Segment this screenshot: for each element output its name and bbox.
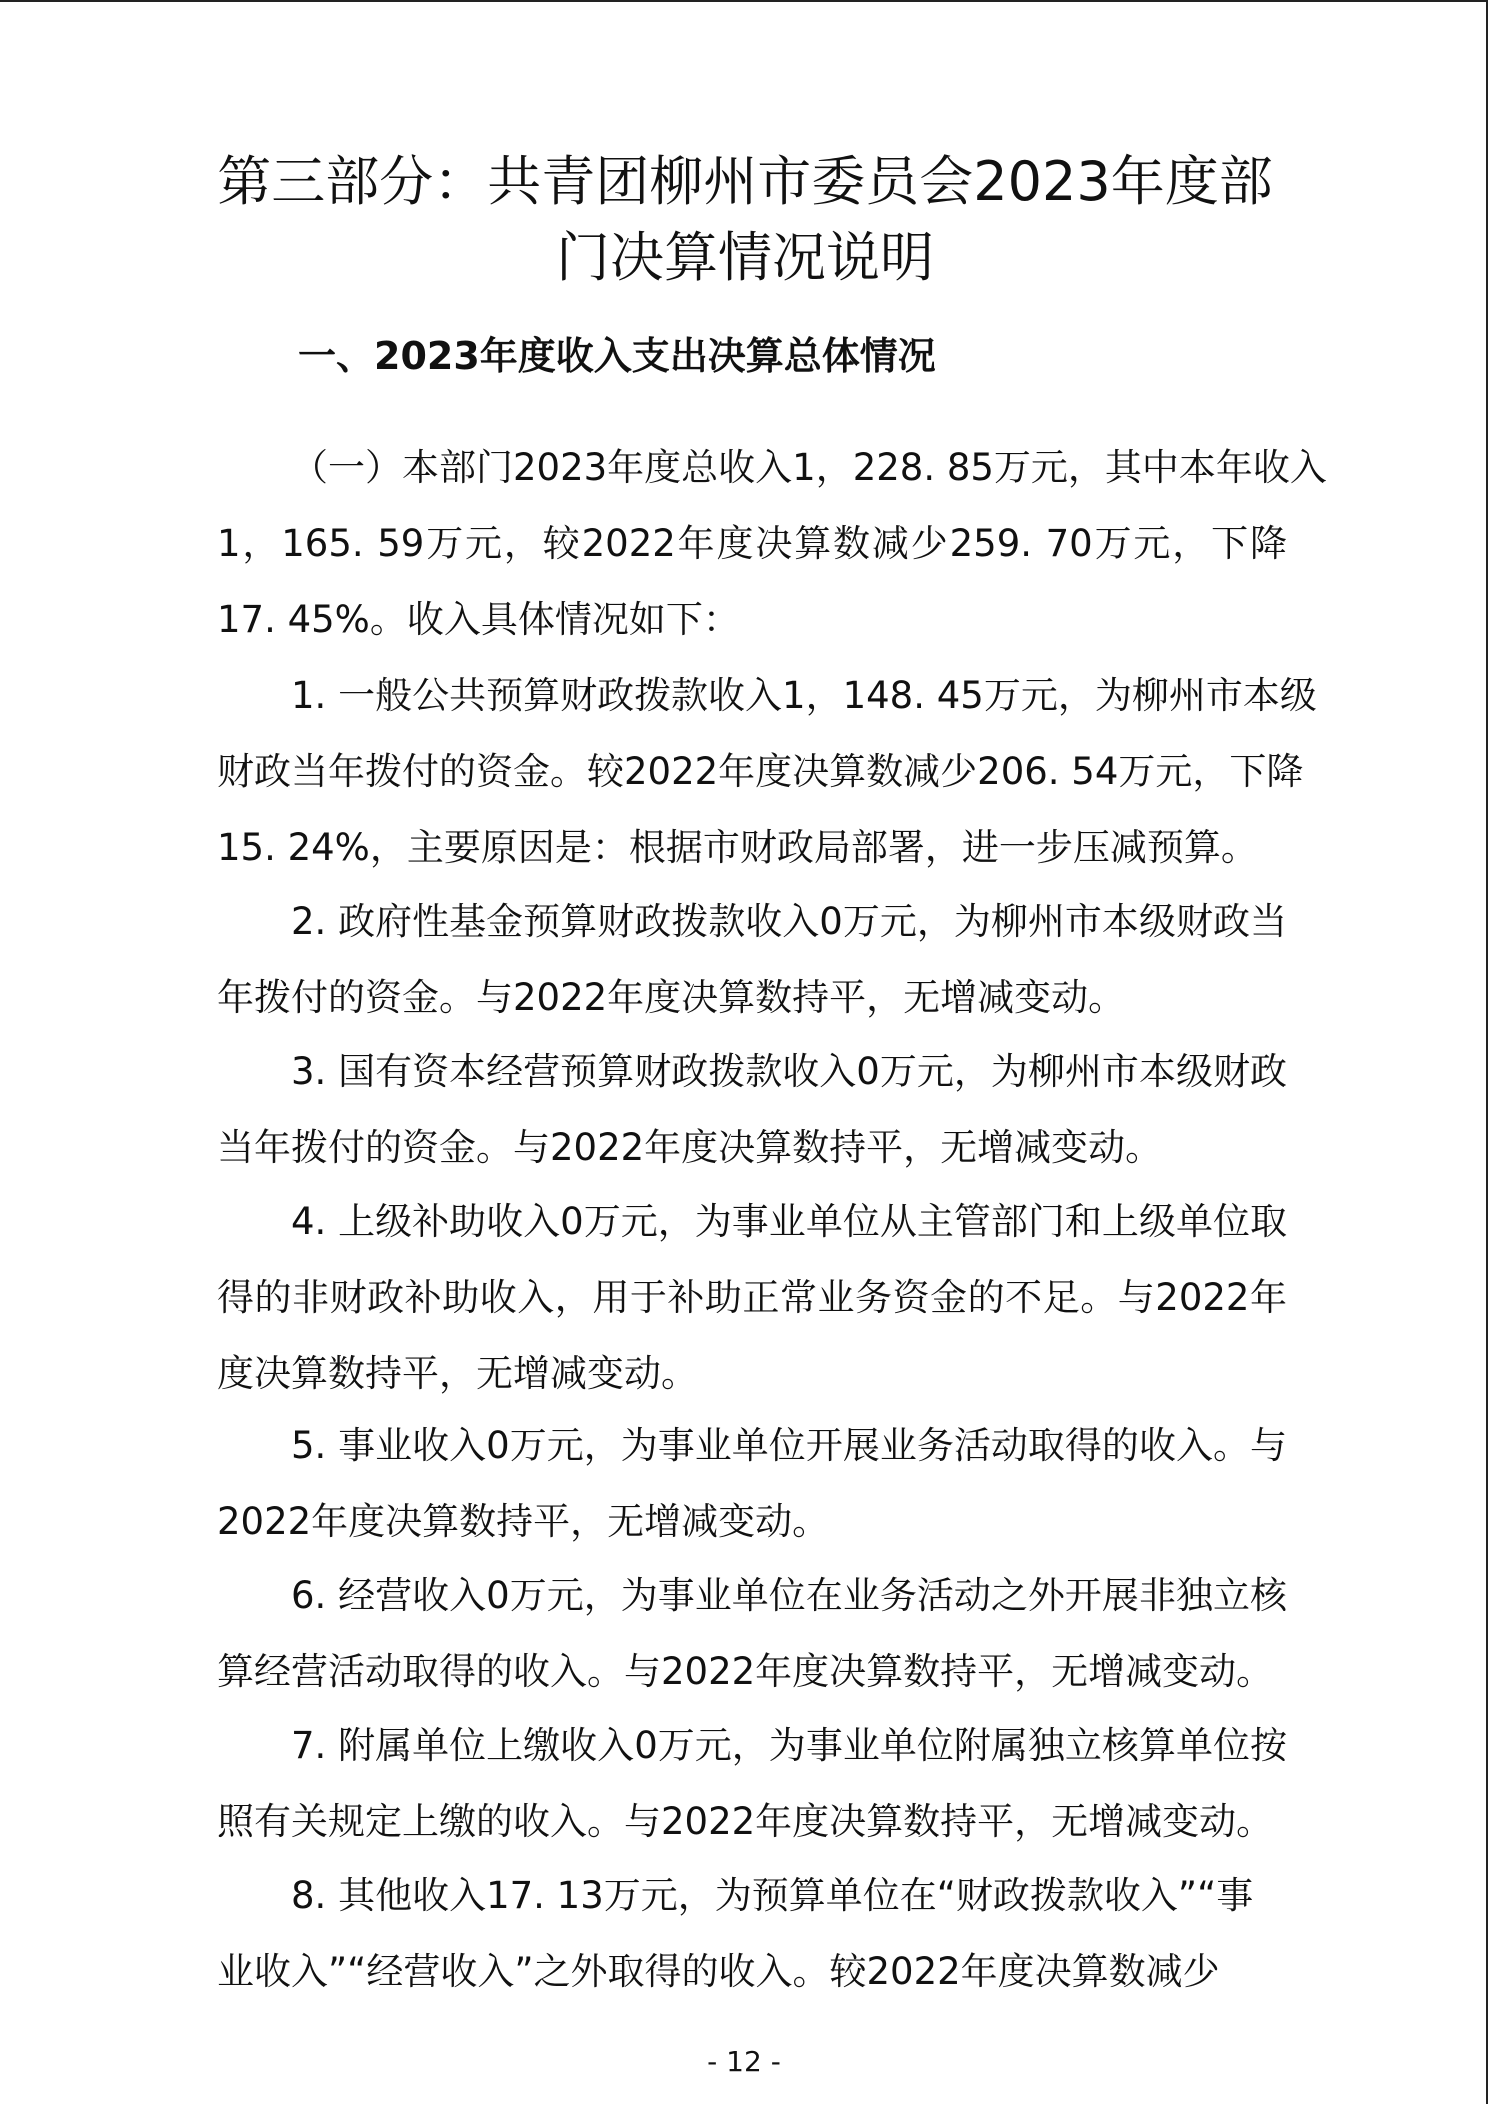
paragraph-item-4 <box>217 1184 1287 1412</box>
paragraph-line: 6. 经营收入0万元，为事业单位在业务活动之外开展非独立核 <box>291 1574 1287 1617</box>
paragraph-line: 4. 上级补助收入0万元，为事业单位从主管部门和上级单位取 <box>291 1200 1287 1243</box>
paragraph-item-7 <box>217 1708 1287 1860</box>
paragraph-line: 5. 事业收入0万元，为事业单位开展业务活动取得的收入。与 <box>291 1424 1287 1467</box>
paragraph-line: 1，165. 59万元，较2022年度决算数减少259. 70万元，下降 <box>217 522 1287 565</box>
paragraph-line: 年拨付的资金。与2022年度决算数持平，无增减变动。 <box>217 976 1126 1019</box>
paragraph-line: 业收入”“经营收入”之外取得的收入。较2022年度决算数减少 <box>217 1950 1220 1993</box>
paragraph-line: （一）本部门2023年度总收入1，228. 85万元，其中本年收入 <box>291 446 1327 489</box>
paragraph-line: 2022年度决算数持平，无增减变动。 <box>217 1500 830 1543</box>
paragraph-line: 15. 24%，主要原因是：根据市财政局部署，进一步压减预算。 <box>217 826 1258 869</box>
paragraph-line: 照有关规定上缴的收入。与2022年度决算数持平，无增减变动。 <box>217 1800 1274 1843</box>
paragraph-line: 算经营活动取得的收入。与2022年度决算数持平，无增减变动。 <box>217 1650 1274 1693</box>
paragraph-item-6 <box>217 1558 1287 1710</box>
page-top-border <box>0 0 1488 2</box>
paragraph-item-3 <box>217 1034 1287 1186</box>
paragraph-line: 3. 国有资本经营预算财政拨款收入0万元，为柳州市本级财政 <box>291 1050 1287 1093</box>
paragraph-item-8 <box>217 1858 1254 2010</box>
page-title-line-1: 第三部分：共青团柳州市委员会2023年度部 <box>217 150 1273 213</box>
paragraph-item-2 <box>217 884 1287 1036</box>
paragraph-line: 2. 政府性基金预算财政拨款收入0万元，为柳州市本级财政当 <box>291 900 1287 943</box>
paragraph-total-income <box>217 430 1327 658</box>
paragraph-line: 8. 其他收入17. 13万元，为预算单位在“财政拨款收入”“事 <box>291 1874 1254 1917</box>
paragraph-item-1 <box>217 658 1317 886</box>
paragraph-line: 得的非财政补助收入，用于补助正常业务资金的不足。与2022年 <box>217 1276 1287 1319</box>
paragraph-line: 当年拨付的资金。与2022年度决算数持平，无增减变动。 <box>217 1126 1163 1169</box>
page-title <box>140 144 1350 296</box>
paragraph-line: 7. 附属单位上缴收入0万元，为事业单位附属独立核算单位按 <box>291 1724 1287 1767</box>
paragraph-line: 17. 45%。收入具体情况如下： <box>217 598 740 641</box>
paragraph-line: 1. 一般公共预算财政拨款收入1，148. 45万元，为柳州市本级 <box>291 674 1317 717</box>
page-number: - 12 - <box>707 2045 781 2078</box>
paragraph-line: 财政当年拨付的资金。较2022年度决算数减少206. 54万元，下降 <box>217 750 1304 793</box>
page-title-line-2: 门决算情况说明 <box>556 226 934 289</box>
paragraph-line: 度决算数持平，无增减变动。 <box>217 1352 698 1395</box>
paragraph-item-5 <box>217 1408 1287 1560</box>
section-heading: 一、2023年度收入支出决算总体情况 <box>298 334 936 378</box>
